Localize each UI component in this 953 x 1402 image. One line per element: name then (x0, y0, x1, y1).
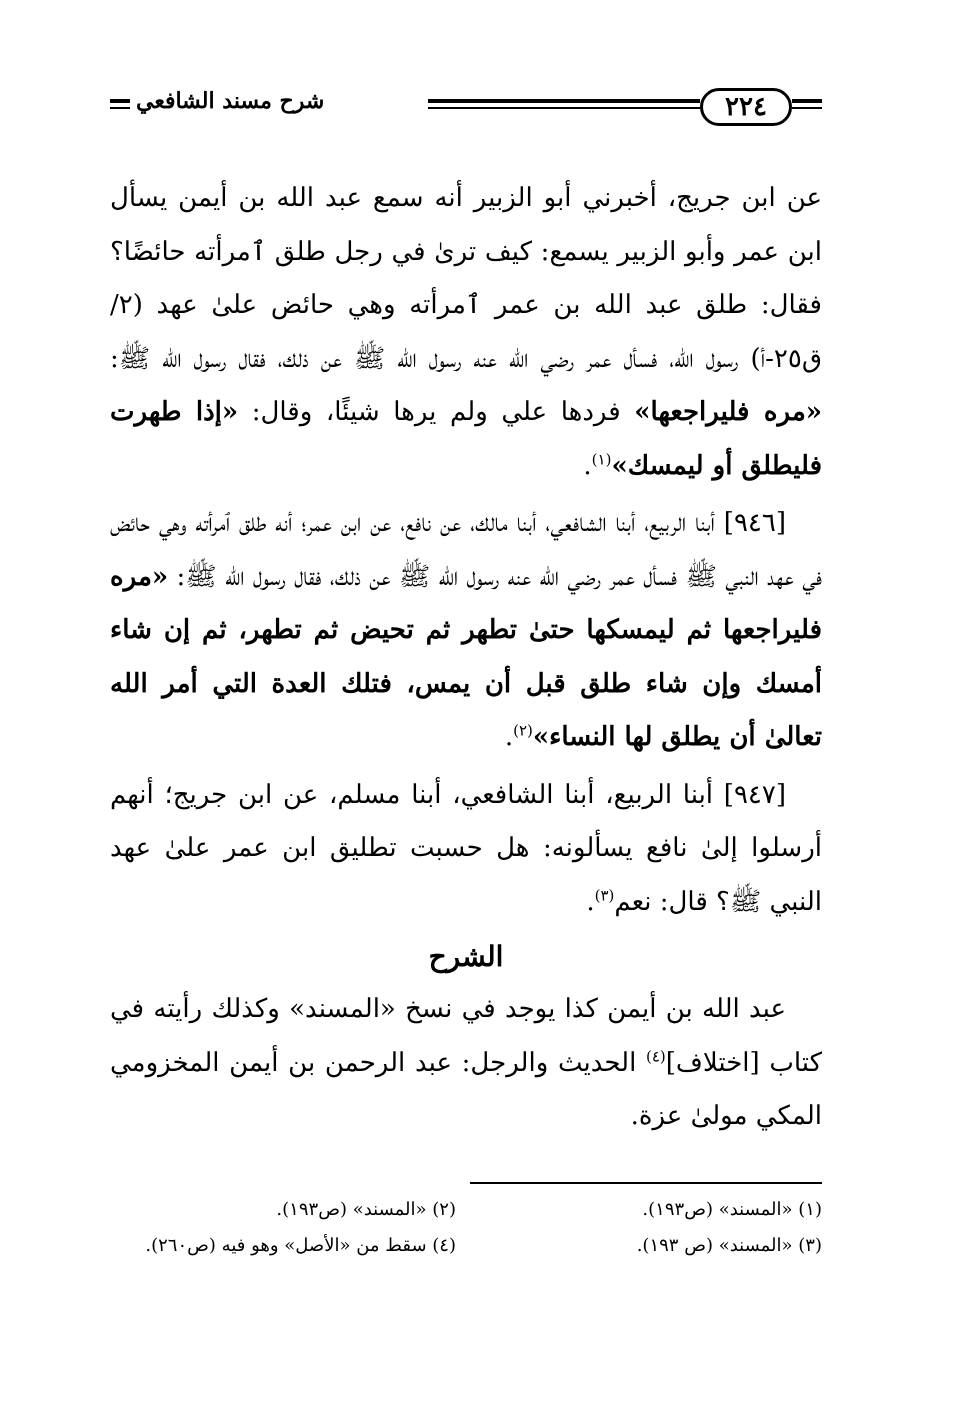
paragraph-text: عن ابن جريج، أخبرني أبو الزبير أنه سمع عبد الله بن أيمن يسأل ابن عمر وأبو الزبير يسمع: كيف ترىٰ في رجل طلق ٱمرأته حائضًا؟ فقال: طلق عبد الله بن عمر ٱمرأته وهي حائض علىٰ عهد (٢/ ق٢٥-أ) رسول الله، فسأل عمر رضي الله عنه رسول الله ﷺ عن ذلك، فقال رسول الله ﷺ: (110, 183, 822, 374)
paragraph-1 (110, 172, 822, 493)
page-number: ٢٢٤ (700, 88, 792, 126)
hadith-quote: «مره فليراجعها» (634, 397, 822, 427)
footnote-4: (٤) سقط من «الأصل» وهو فيه (ص٢٦٠). (145, 1234, 456, 1256)
footnote-3: (٣) «المسند» (ص ١٩٣). (636, 1234, 822, 1256)
header-rule-right (792, 99, 822, 109)
section-title: الشرح (428, 940, 504, 973)
footnote-ref[interactable]: (٣) (594, 885, 615, 904)
header-rule-left (110, 99, 130, 109)
main-text (110, 172, 822, 1144)
punctuation: . (586, 886, 595, 917)
page (110, 88, 822, 1264)
hadith-quote: «مره فليراجعها ثم ليمسكها حتىٰ تطهر ثم تحيض ثم تطهر، ثم إن شاء أمسك وإن شاء طلق قبل أن يمس، فتلك العدة التي أمر الله تعالىٰ أن يطلق لها النساء» (110, 561, 822, 752)
hadith-946 (110, 497, 822, 765)
footnote-ref[interactable]: (١) (591, 449, 612, 468)
paragraph-text: أبنا الربيع، أبنا الشافعي، أبنا مسلم، عن ابن جريج؛ أنهم أرسلوا إلىٰ نافع يسألونه: هل حسبت تطليق ابن عمر علىٰ عهد النبي ﷺ؟ قال: نعم (110, 779, 822, 917)
punctuation: . (504, 722, 514, 752)
hadith-number: [٩٤٦] (723, 508, 786, 538)
footnote-separator (470, 1182, 822, 1184)
paragraph-text: أبنا الربيع، أبنا الشافعي، أبنا مالك، عن نافع، عن ابن عمر؛ أنه طلق ٱمرأته وهي حائض في عهد النبي ﷺ فسأل عمر رضي الله عنه رسول الله ﷺ عن ذلك، فقال رسول الله ﷺ: (110, 508, 822, 592)
footnote-ref[interactable]: (٢) (513, 721, 533, 740)
footnote-ref[interactable]: (٤) (646, 1046, 666, 1065)
punctuation: . (583, 450, 592, 481)
header-rule-middle (428, 99, 700, 109)
footnote-1: (١) «المسند» (ص١٩٣). (642, 1198, 822, 1220)
hadith-947 (110, 769, 822, 930)
hadith-number: [٩٤٧] (723, 779, 786, 810)
running-title: شرح مسند الشافعي (136, 88, 325, 114)
paragraph-text: الحديث والرجل: عبد الرحمن بن أيمن المخزومي المكي مولىٰ عزة. (110, 1047, 822, 1131)
hadith-quote: «إذا طهرت فليطلق أو ليمسك» (110, 397, 822, 481)
footnotes (110, 1192, 822, 1264)
paragraph-text: عبد الله بن أيمن كذا يوجد في نسخ «المسند» وكذلك رأيته في كتاب [اختلاف] (110, 994, 822, 1078)
footnote-2: (٢) «المسند» (ص١٩٣). (276, 1198, 456, 1220)
commentary-paragraph (110, 983, 822, 1144)
page-header (110, 88, 822, 132)
paragraph-text: فردها علي ولم يرها شيئًا، وقال: (238, 397, 635, 427)
